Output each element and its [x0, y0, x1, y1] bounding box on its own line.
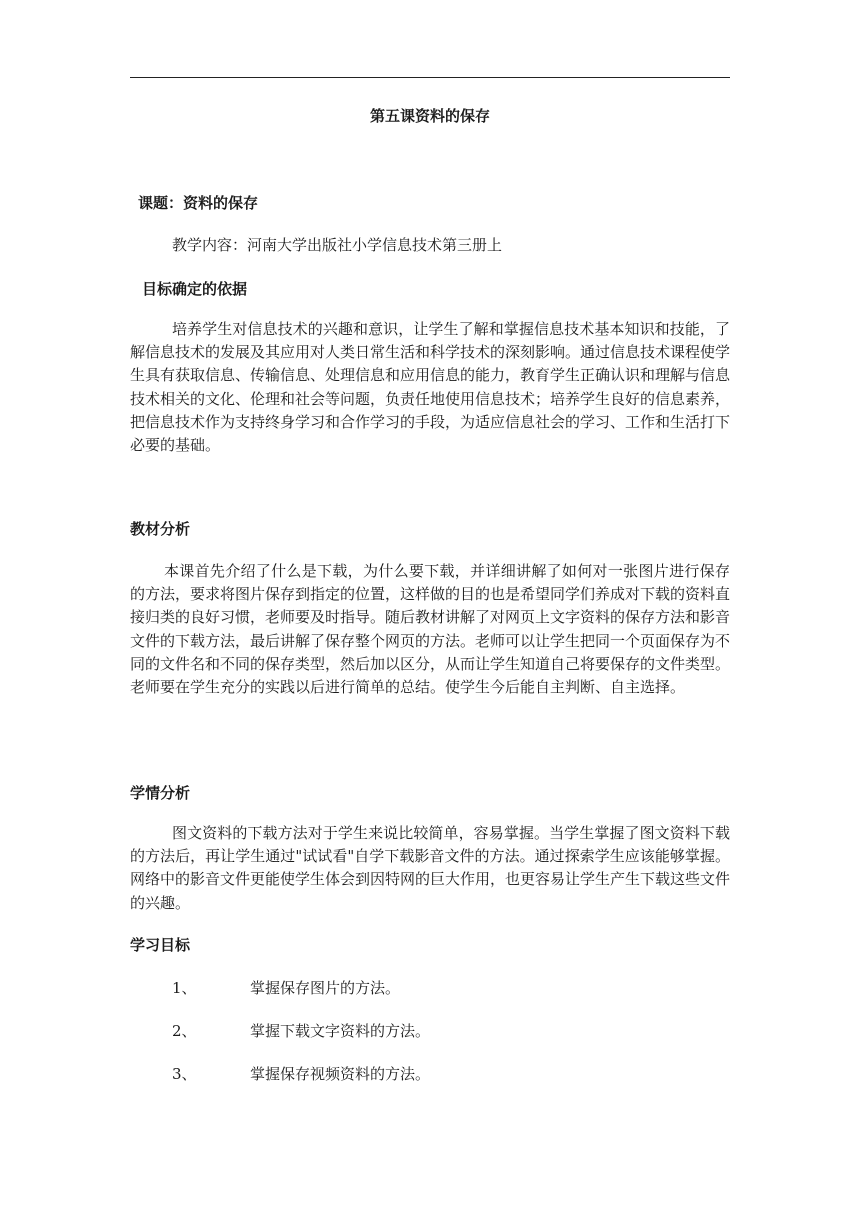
goal-number: 3、	[172, 1065, 197, 1083]
header-rule	[130, 77, 730, 78]
teaching-content-line: 教学内容：河南大学出版社小学信息技术第三册上	[172, 236, 503, 254]
goal-item: 掌握保存图片的方法。	[250, 979, 401, 997]
students-paragraph: 图文资料的下载方法对于学生来说比较简单，容易掌握。当学生掌握了图文资料下载的方法后，再让学生通过"试试看"自学下载影音文件的方法。通过探索学生应该能够掌握。网络中的影音文件更能使学生体会到因特网的巨大作用，也更容易让学生产生下载这些文件的兴趣。	[130, 824, 731, 912]
page-title: 第五课资料的保存	[369, 107, 490, 125]
students-heading: 学情分析	[130, 784, 191, 802]
basis-heading: 目标确定的依据	[142, 280, 248, 298]
goal-number: 1、	[172, 979, 197, 997]
goal-item: 掌握下载文字资料的方法。	[250, 1022, 431, 1040]
goal-item: 掌握保存视频资料的方法。	[250, 1065, 431, 1083]
analysis-paragraph: 本课首先介绍了什么是下载，为什么要下载，并详细讲解了如何对一张图片进行保存的方法，要求将图片保存到指定的位置，这样做的目的也是希望同学们养成对下载的资料直接归类的良好习惯，老师要及时指导。随后教材讲解了对网页上文字资料的保存方法和影音文件的下载方法，最后讲解了保存整个网页的方法。老师可以让学生把同一个页面保存为不同的文件名和不同的保存类型，然后加以区分，从而让学生知道自己将要保存的文件类型。老师要在学生充分的实践以后进行简单的总结。使学生今后能自主判断、自主选择。	[130, 562, 731, 697]
basis-paragraph: 培养学生对信息技术的兴趣和意识，让学生了解和掌握信息技术基本知识和技能，了解信息技术的发展及其应用对人类日常生活和科学技术的深刻影响。通过信息技术课程使学生具有获取信息、传输信息、处理信息和应用信息的能力，教育学生正确认识和理解与信息技术相关的文化、伦理和社会等问题，负责任地使用信息技术；培养学生良好的信息素养，把信息技术作为支持终身学习和合作学习的手段，为适应信息社会的学习、工作和生活打下必要的基础。	[130, 320, 731, 455]
goal-number: 2、	[172, 1022, 197, 1040]
analysis-heading: 教材分析	[130, 520, 191, 538]
goals-heading: 学习目标	[130, 936, 191, 954]
topic-heading: 课题：资料的保存	[138, 194, 259, 212]
